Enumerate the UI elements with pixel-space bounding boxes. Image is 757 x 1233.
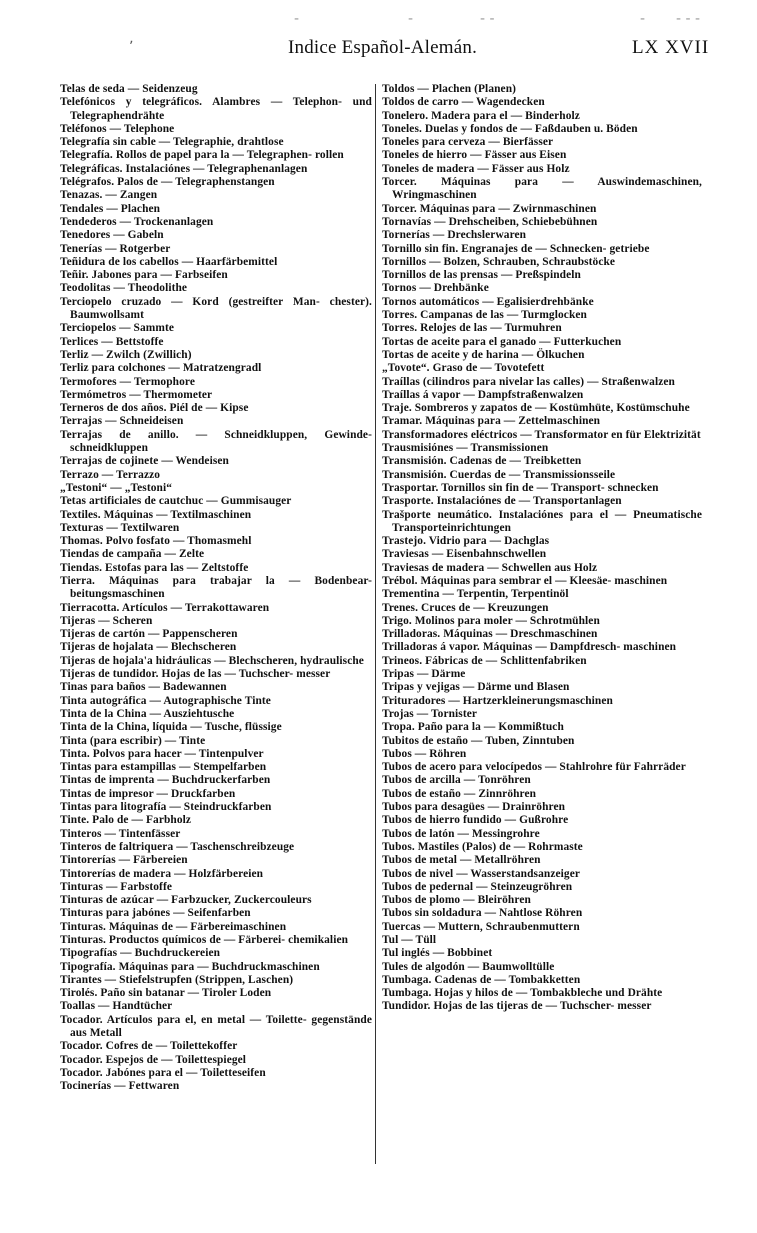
index-entry: Terneros de dos años. Piél de — Kipse	[60, 402, 249, 415]
index-entry: Telegrafía. Rollos de papel para la — Telegraphen- rollen	[60, 149, 344, 162]
index-entry: Torres. Campanas de las — Turmglocken	[382, 309, 587, 322]
column-divider	[375, 84, 376, 1164]
index-entry: Terrajas de anillo. — Schneidkluppen, Gewinde- schneidkluppen	[60, 428, 372, 455]
index-entry: Tubos sin soldadura — Nahtlose Röhren	[382, 907, 583, 920]
index-entry: Trébol. Máquinas para sembrar el — Kleesäe- maschinen	[382, 574, 668, 587]
index-entry: Tintas para estampillas — Stempelfarben	[60, 761, 267, 774]
index-entry: Telas de seda — Seidenzeug	[60, 83, 198, 95]
index-entry: Teodolitas — Theodolithe	[60, 282, 188, 295]
index-entry: Terrazo — Terrazzo	[60, 468, 161, 481]
index-entry: Tierra. Máquinas para trabajar la — Bodenbear- beitungsmaschinen	[60, 574, 372, 601]
index-entry: Torcer. Máquinas para — Zwirnmaschinen	[382, 202, 597, 215]
index-entry: Tripas y vejigas — Därme und Blasen	[382, 681, 570, 694]
index-entry: Tijeras — Scheren	[60, 614, 153, 627]
index-entry: Tornos — Drehbänke	[382, 282, 489, 295]
index-entry: Tocador. Jabónes para el — Toiletteseifen	[60, 1066, 266, 1079]
index-entry: Tinas para baños — Badewannen	[60, 681, 227, 694]
index-entry: Tintas de impresor — Druckfarben	[60, 787, 236, 800]
index-entry: Traíllas á vapor — Dampfstraßenwalzen	[382, 388, 584, 401]
index-entry: Tintas para litografía — Steindruckfarben	[60, 801, 272, 814]
index-entry: Tubos de arcilla — Tonröhren	[382, 774, 531, 787]
index-entry: Trilladoras á vapor. Máquinas — Dampfdresch- maschinen	[382, 641, 677, 654]
index-entry: Teléfonos — Telephone	[60, 122, 175, 135]
index-entry: Tul inglés — Bobbinet	[382, 947, 493, 960]
index-entry: Tumbaga. Hojas y hilos de — Tombakbleche und Drähte	[382, 987, 663, 1000]
index-entry: Toneles de madera — Fässer aus Holz	[382, 162, 570, 175]
index-entry: Trineos. Fábricas de — Schlittenfabriken	[382, 654, 587, 667]
index-entry: Telegráficas. Instalaciónes — Telegraphenanlagen	[60, 162, 308, 175]
index-entry: Tenerías — Rotgerber	[60, 242, 171, 255]
index-entry: Telégrafos. Palos de — Telegraphenstangen	[60, 176, 275, 189]
index-entry: Traviesas — Eisenbahnschwellen	[382, 548, 547, 561]
index-entry: Tubos de latón — Messingrohre	[382, 827, 540, 840]
index-entry: Tubos de acero para velocípedos — Stahlrohre für Fahrräder	[382, 761, 686, 774]
index-entry: Tortas de aceite y de harina — Ölkuchen	[382, 348, 585, 361]
index-entry: Torcer. Máquinas para — Auswindemaschinen, Wringmaschinen	[382, 176, 702, 202]
index-entry: Torres. Relojes de las — Turmuhren	[382, 322, 562, 335]
index-entry: Tornillos — Bolzen, Schrauben, Schraubstöcke	[382, 255, 616, 268]
index-entry: Traviesas de madera — Schwellen aus Holz	[382, 561, 598, 574]
index-entry: Tornos automáticos — Egalisierdrehbänke	[382, 295, 594, 308]
index-entry: Trementina — Terpentin, Terpentinöl	[382, 588, 569, 601]
index-entry: Tijeras de cartón — Pappenscheren	[60, 628, 238, 641]
margin-mark: ʼ	[129, 39, 134, 55]
index-entry: Traíllas (cilindros para nivelar las calles) — Straßenwalzen	[382, 375, 675, 388]
margin-mark: -	[640, 11, 646, 27]
right-column	[382, 83, 702, 1014]
index-entry: Transmisión. Cadenas de — Treibketten	[382, 455, 582, 468]
page-number: LX XVII	[632, 37, 710, 58]
index-entry: Termofores — Termophore	[60, 375, 195, 388]
index-entry: Tinturas. Productos químicos de — Färberei- chemikalien	[60, 934, 349, 946]
index-entry: Terrajas — Schneideisen	[60, 415, 184, 428]
index-entry: Tinta autográfica — Autographische Tinte	[60, 694, 271, 707]
index-entry: Tumbaga. Cadenas de — Tombakketten	[382, 973, 581, 986]
index-entry: Terliz para colchones — Matratzengradl	[60, 362, 262, 375]
index-entry: Teñidura de los cabellos — Haarfärbemittel	[60, 255, 278, 268]
left-column	[60, 83, 372, 1094]
index-entry: Thomas. Polvo fosfato — Thomasmehl	[60, 535, 252, 548]
index-entry: Terlices — Bettstoffe	[60, 335, 164, 348]
index-entry: „Testoni“ — „Testoni“	[60, 481, 173, 494]
index-entry: Termómetros — Thermometer	[60, 388, 213, 401]
index-entry: Tinturas — Farbstoffe	[60, 880, 172, 893]
index-entry: Traje. Sombreros y zapatos de — Kostümhüte, Kostümschuhe	[382, 402, 690, 415]
index-entry: Trasporte. Instalaciónes de — Transportanlagen	[382, 495, 622, 508]
index-entry: Tramar. Máquinas para — Zettelmaschinen	[382, 415, 601, 428]
index-entry: Tubos para desagües — Drainröhren	[382, 801, 566, 814]
index-entry: Tenazas. — Zangen	[60, 189, 158, 202]
index-entry: Toallas — Handtücher	[60, 1000, 173, 1013]
index-entry: Tubos de metal — Metallröhren	[382, 854, 541, 867]
index-entry: Tierracotta. Artículos — Terrakottawaren	[60, 601, 270, 614]
index-entry: Tinteros — Tintenfässer	[60, 827, 181, 840]
index-entry: Tornerías — Drechslerwaren	[382, 229, 527, 242]
index-entry: Tinta de la China — Ausziehtusche	[60, 707, 235, 720]
index-entry: Tirantes — Stiefelstrupfen (Strippen, Laschen)	[60, 973, 294, 986]
index-entry: Trojas — Tornister	[382, 707, 478, 720]
index-entry: Tinturas para jabónes — Seifenfarben	[60, 907, 251, 920]
index-entry: Tubos de estaño — Zinnröhren	[382, 787, 537, 800]
index-entry: Trenes. Cruces de — Kreuzungen	[382, 601, 549, 614]
index-entry: Teñir. Jabones para — Farbseifen	[60, 269, 228, 282]
index-entry: Tetas artificiales de cautchuc — Gummisauger	[60, 495, 292, 508]
index-entry: Tonelero. Madera para el — Binderholz	[382, 109, 580, 122]
index-entry: Telegrafía sin cable — Telegraphie, drahtlose	[60, 136, 284, 149]
index-entry: Tubos — Röhren	[382, 747, 467, 760]
index-entry: Tenedores — Gabeln	[60, 229, 164, 242]
index-entry: Tinta de la China, líquida — Tusche, flüssige	[60, 721, 282, 734]
margin-mark: -	[294, 11, 300, 27]
index-entry: Tubos de nivel — Wasserstandsanzeiger	[382, 867, 581, 880]
index-entry: Tocinerías — Fettwaren	[60, 1080, 180, 1093]
margin-mark: -	[408, 11, 414, 27]
index-entry: Tubos de hierro fundido — Gußrohre	[382, 814, 569, 827]
index-entry: Tijeras de hojala'a hidráulicas — Blechscheren, hydraulische	[60, 654, 364, 667]
margin-mark: - - -	[676, 11, 701, 27]
index-entry: Tinta. Polvos para hacer — Tintenpulver	[60, 747, 264, 760]
index-entry: Tintorerías — Färbereien	[60, 854, 188, 867]
index-entry: Tinteros de faltriquera — Taschenschreibzeuge	[60, 840, 295, 853]
index-entry: Tendederos — Trockenanlagen	[60, 215, 214, 228]
index-entry: Tul — Tüll	[382, 934, 437, 946]
index-entry: Trasportar. Tornillos sin fin de — Transport- schnecken	[382, 481, 659, 494]
index-entry: Tiendas de campaña — Zelte	[60, 548, 205, 561]
index-entry: Tubos de pedernal — Steinzeugröhren	[382, 880, 573, 893]
index-entry: Tubos. Mastiles (Palos) de — Rohrmaste	[382, 840, 583, 853]
index-entry: Tornillos de las prensas — Preßspindeln	[382, 269, 581, 282]
index-entry: Transformadores eléctricos — Transformator en für Elektrizität	[382, 428, 701, 441]
index-entry: Trašporte neumático. Instalaciónes para el — Pneumatische Transporteinrichtungen	[382, 508, 702, 534]
index-entry: Tendales — Plachen	[60, 202, 161, 215]
index-entry: Tinte. Palo de — Farbholz	[60, 814, 192, 827]
index-entry: Tipografía. Máquinas para — Buchdruckmaschinen	[60, 960, 320, 973]
index-entry: Trilladoras. Máquinas — Dreschmaschinen	[382, 628, 598, 641]
index-entry: Toldos de carro — Wagendecken	[382, 96, 545, 109]
margin-mark: - -	[480, 11, 495, 27]
index-entry: Transmisión. Cuerdas de — Transmissionsseile	[382, 468, 616, 481]
index-entry: Terliz — Zwilch (Zwillich)	[60, 348, 192, 361]
index-entry: Terciopelos — Sammte	[60, 322, 174, 335]
index-entry: Tocador. Espejos de — Toilettespiegel	[60, 1053, 247, 1066]
index-entry: Toneles. Duelas y fondos de — Faßdauben u. Böden	[382, 122, 638, 135]
index-entry: Tiendas. Estofas para las — Zeltstoffe	[60, 561, 249, 574]
index-entry: Tirolés. Paño sin batanar — Tiroler Loden	[60, 987, 272, 1000]
index-entry: Tijeras de hojalata — Blechscheren	[60, 641, 237, 654]
index-entry: Tripas — Därme	[382, 668, 466, 681]
index-entry: Texturas — Textilwaren	[60, 521, 180, 534]
index-entry: Tubos de plomo — Bleiröhren	[382, 894, 531, 907]
index-entry: Tintas de imprenta — Buchdruckerfarben	[60, 774, 271, 787]
index-entry: Terciopelo cruzado — Kord (gestreifter Man- chester). Baumwollsamt	[60, 295, 372, 322]
index-entry: Textiles. Máquinas — Textilmaschinen	[60, 508, 252, 521]
index-entry: „Tovote“. Graso de — Tovotefett	[382, 362, 545, 375]
index-entry: Toneles de hierro — Fässer aus Eisen	[382, 149, 567, 162]
index-entry: Trastejo. Vidrio para — Dachglas	[382, 535, 550, 548]
index-entry: Tijeras de tundidor. Hojas de las — Tuchscher- messer	[60, 668, 331, 681]
index-entry: Trigo. Molinos para moler — Schrotmühlen	[382, 614, 600, 627]
page-title: Indice Español-Alemán.	[288, 37, 478, 58]
index-entry: Tipografías — Buchdruckereien	[60, 947, 221, 960]
index-entry: Toneles para cerveza — Bierfässer	[382, 136, 554, 149]
index-entry: Tules de algodón — Baumwolltülle	[382, 960, 555, 973]
index-entry: Tocador. Cofres de — Toilettekoffer	[60, 1040, 238, 1053]
index-entry: Tocador. Artículos para el, en metal — Toilette- gegenstände aus Metall	[60, 1013, 372, 1040]
index-entry: Trausmisiónes — Transmissionen	[382, 442, 549, 455]
index-entry: Tinta (para escribir) — Tinte	[60, 734, 206, 747]
index-entry: Tinturas. Máquinas de — Färbereimaschinen	[60, 920, 287, 933]
index-entry: Tornavías — Drehscheiben, Schiebebühnen	[382, 215, 598, 228]
index-entry: Tortas de aceite para el ganado — Futterkuchen	[382, 335, 622, 348]
index-entry: Tuercas — Muttern, Schraubenmuttern	[382, 920, 580, 933]
index-entry: Tornillo sin fin. Engranajes de — Schnecken- getriebe	[382, 242, 650, 255]
index-entry: Toldos — Plachen (Planen)	[382, 83, 517, 95]
index-entry: Telefónicos y telegráficos. Alambres — Telephon- und Telegraphendrähte	[60, 96, 372, 122]
index-entry: Trituradores — Hartzerkleinerungsmaschinen	[382, 694, 613, 707]
index-entry: Tropa. Paño para la — Kommißtuch	[382, 721, 564, 734]
index-entry: Tintorerías de madera — Holzfärbereien	[60, 867, 264, 880]
index-entry: Terrajas de cojinete — Wendeisen	[60, 455, 229, 468]
index-entry: Tinturas de azúcar — Farbzucker, Zuckercouleurs	[60, 894, 312, 907]
index-entry: Tundidor. Hojas de las tijeras de — Tuchscher- messer	[382, 1000, 652, 1013]
index-entry: Tubitos de estaño — Tuben, Zinntuben	[382, 734, 575, 747]
